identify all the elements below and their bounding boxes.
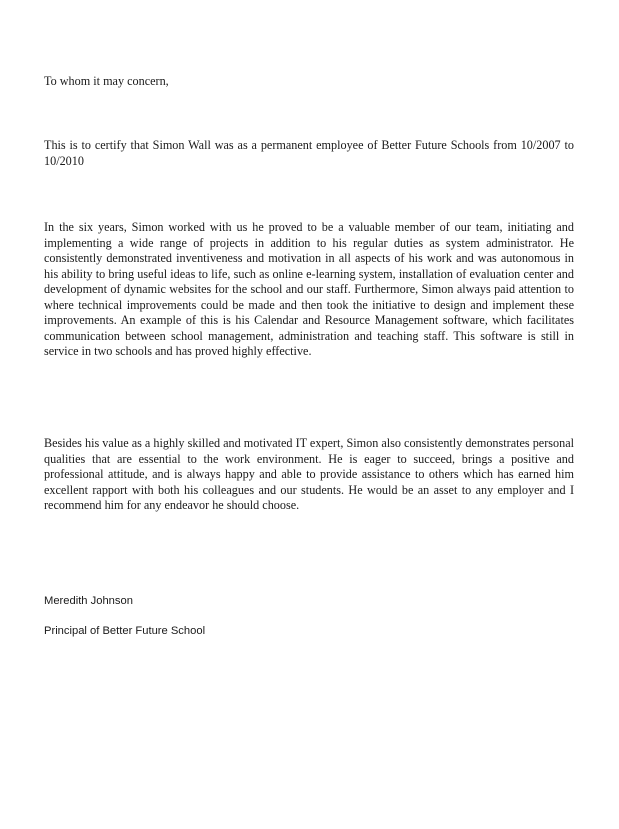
paragraph-achievements: In the six years, Simon worked with us he proved to be a valuable member of our team, initiating and implementing a wide range of projects in addition to his regular duties as system administrator. He consistently demonstrated inventiveness and motivation in all aspects of his work and was autonomous in his ability to bring useful ideas to life, such as online e-learning system, installation of evaluation center and development of dynamic websites for the school and our staff. Furthermore, Simon always paid attention to where technical improvements could be made and then took the initiative to design and implement these improvements. An example of this is his Calendar and Resource Management software, which facilitates communication between school management, administration and teaching staff. This software is still in service in two schools and has proved highly effective. — [44, 220, 574, 358]
paragraph-certification: This is to certify that Simon Wall was as a permanent employee of Better Future Schools from 10/2007 to 10/2010 — [44, 138, 574, 168]
signature-name: Meredith Johnson — [44, 595, 133, 607]
paragraph-recommendation: Besides his value as a highly skilled and motivated IT expert, Simon also consistently demonstrates personal qualities that are essential to the work environment. He is eager to succeed, brings a positive and professional attitude, and is always happy and able to provide assistance to others which has earned him excellent rapport with both his colleagues and our students. He would be an asset to any employer and I recommend him for any endeavor he should choose. — [44, 436, 574, 512]
salutation: To whom it may concern, — [44, 74, 169, 88]
signature-title: Principal of Better Future School — [44, 625, 206, 637]
